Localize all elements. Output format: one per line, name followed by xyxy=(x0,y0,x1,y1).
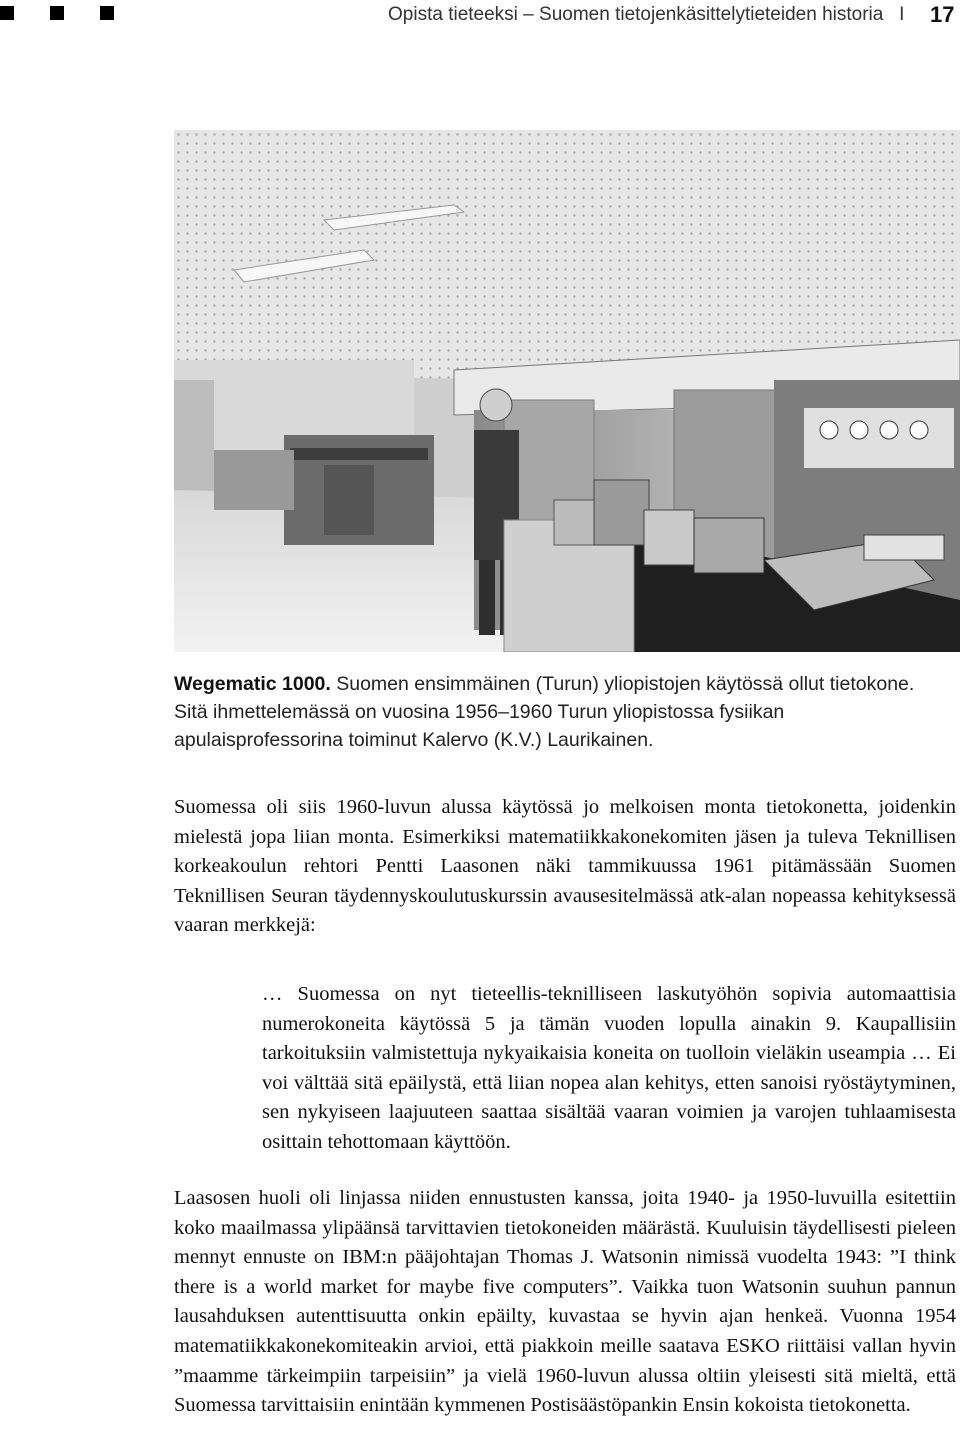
paragraph-1: Suomessa oli siis 1960-luvun alussa käytössä jo melkoisen monta tietokonetta, joidenkin mielestä jopa liian monta. Esimerkiksi matematiikkakonekomiten jäsen ja tuleva Teknillisen korkeakoulun rehtori Pentti Laasonen näki tammikuussa 1961 pitämässään Suomen Teknillisen Seuran täydennyskoulutuskurssin avausesitelmässä atk-alan nopeassa kehityksessä vaaran merkkejä: xyxy=(174,796,956,937)
caption-text: Suomen ensimmäinen (Turun) yliopistojen käytössä ollut tietokone. Sitä ihmettelemässä on vuosina 1956–1960 Turun yliopistossa fysiikan apulaisprofessorina toiminut Kalervo (K.V.) Laurikainen. xyxy=(174,673,915,751)
photo-icon xyxy=(174,130,960,652)
running-head xyxy=(388,4,904,26)
block-quote: … Suomessa on nyt tieteellis-teknilliseen laskutyöhön sopivia automaattisia numerokoneita käytössä 5 ja tämän vuoden lopulla ainakin 9. Kaupallisiin tarkoituksiin valmistettuja nykyaikaisia koneita on tuolloin vieläkin useampia … Ei voi välttää sitä epäilystä, että liian nopea alan kehitys, etten sanoisi ryöstäytyminen, sen nykyiseen laajuuteen saattaa sisältää vaaran voimien ja varojen tuhlaamisesta osittain tehottomaan käyttöön. xyxy=(262,983,956,1153)
caption-title: Wegematic 1000. xyxy=(174,673,331,695)
wegematic-photo xyxy=(174,130,960,652)
paragraph-2: Laasosen huoli oli linjassa niiden ennustusten kanssa, joita 1940- ja 1950-luvuilla esitettiin koko maailmassa ylipäänsä tarvittavien tietokoneiden määrästä. Kuuluisin täydellisesti pieleen mennyt ennuste on IBM:n pääjohtajan Thomas J. Watsonin nimissä vuodelta 1943: ”I think there is a world market for maybe five computers”. Vaikka tuon Watsonin suuhun pannun lausahduksen autenttisuutta onkin epäilty, kuvastaa se hyvin ajan henkeä. Vuonna 1954 matematiikkakonekomiteakin arvioi, että piakkoin meille saatava ESKO riittäisi vallan hyvin ”maamme tärkeimpiin tarpeisiin” ja vielä 1960-luvun alussa oltiin yleisesti sitä mieltä, että Suomessa tarvittaisiin enintään kymmenen Postisäästöpankin Ensin kokoista tietokonetta. xyxy=(174,1187,956,1417)
running-title: Opista tieteeksi – Suomen tietojenkäsittelytieteiden historia xyxy=(388,4,884,25)
header-separator: I xyxy=(899,4,905,25)
header-square-icon-3 xyxy=(100,6,114,20)
header-square-icon-2 xyxy=(50,6,64,20)
page-number: 17 xyxy=(930,2,955,27)
header-square-icon-1 xyxy=(0,6,14,20)
photo-caption xyxy=(174,670,934,754)
